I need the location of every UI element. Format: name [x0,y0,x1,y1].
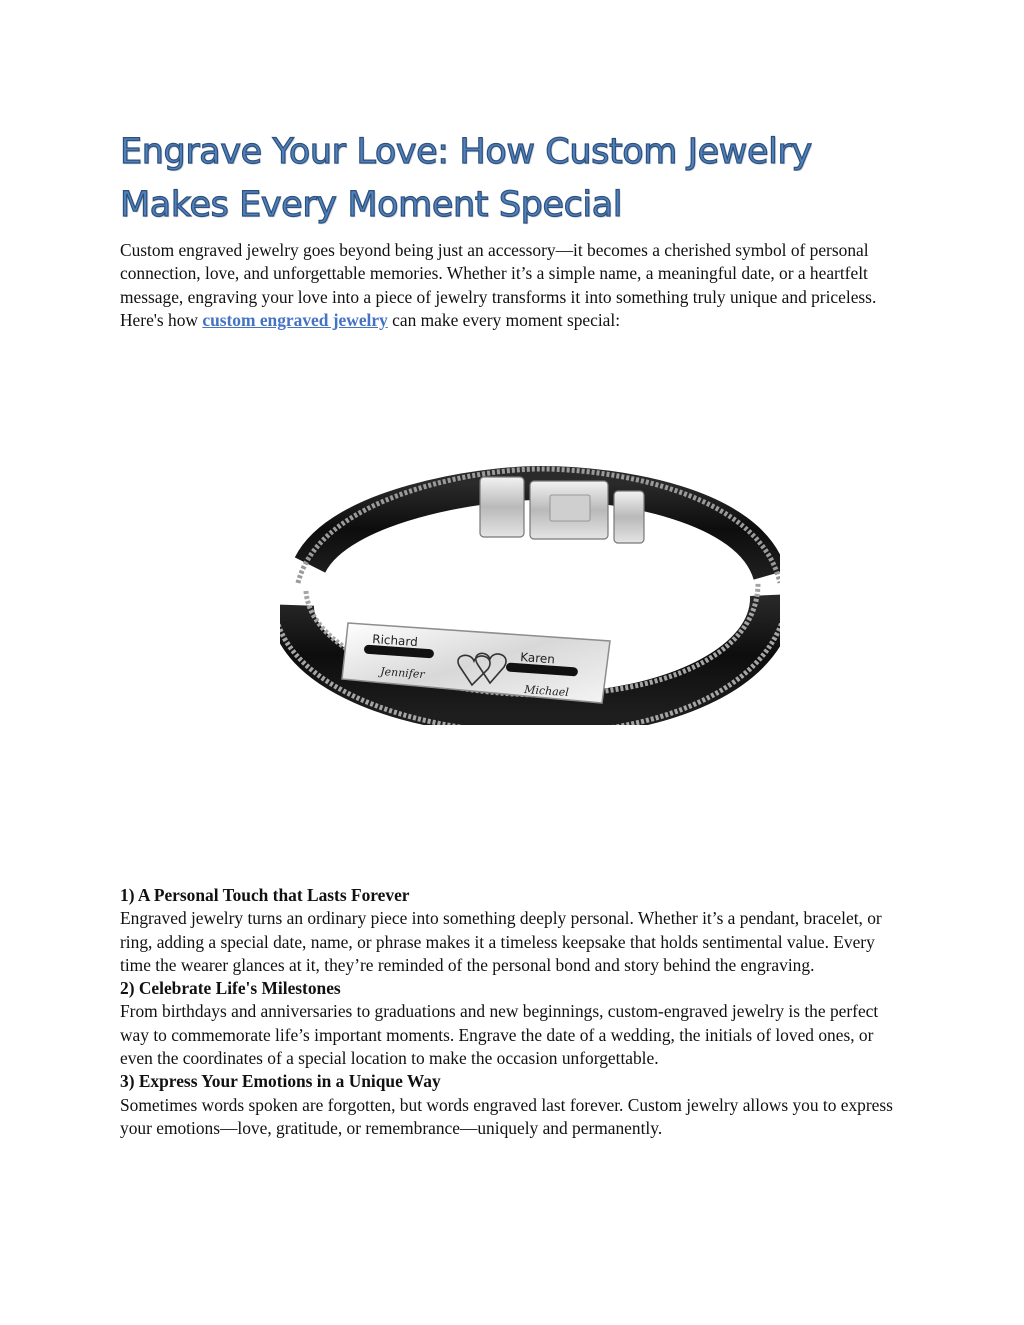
engraving-left-bottom: Jennifer [379,665,426,682]
engraving-left-top: Richard [371,632,419,650]
section-body: From birthdays and anniversaries to graduations and new beginnings, custom-engraved jewelry is the perfect way to commemorate life’s important moments. Engrave the date of a wedding, the initials of loved ones, or even the coordinates of a special location to make the occasion unforgettable. [120,1001,879,1069]
section-heading: 1) A Personal Touch that Lasts Forever [120,885,410,905]
intro-text-after-link: can make every moment special: [387,309,621,330]
intro-paragraph [120,239,910,332]
custom-engraved-jewelry-link[interactable]: custom engraved jewelry [202,309,388,330]
section-heading: 3) Express Your Emotions in a Unique Way [120,1071,441,1092]
section-body: Sometimes words spoken are forgotten, but words engraved last forever. Custom jewelry allows you to express your emotions—love, gratitude, or remembrance—uniquely and permanently. [120,1094,893,1138]
intro-text-before-link: Custom engraved jewelry goes beyond being just an accessory—it becomes a cherished symbol of personal connection, love, and unforgettable memories. Whether it’s a simple name, a meaningful date, or a heartfelt message, engraving your love into a piece of jewelry transforms it into something truly unique and priceless. Here's how [120,240,877,330]
page-title: Engrave Your Love: How Custom Jewelry Makes Every Moment Special [120,132,812,225]
section-heading: 2) Celebrate Life's Milestones [120,978,341,999]
section-1 [120,884,910,977]
section-3 [120,1070,910,1140]
section-2 [120,977,910,1070]
section-body: Engraved jewelry turns an ordinary piece into something deeply personal. Whether it’s a pendant, bracelet, or ring, adding a special date, name, or phrase makes it a timeless keepsake that holds sentimental value. Every time the wearer glances at it, they’re reminded of the personal bond and story behind the engraving. [120,908,882,975]
bracelet-image [280,465,780,725]
article-sections [120,884,910,1140]
engraving-right-bottom: Michael [523,683,570,700]
engraving-right-top: Karen [519,650,556,667]
engraved-bracelet-illustration [280,465,780,725]
